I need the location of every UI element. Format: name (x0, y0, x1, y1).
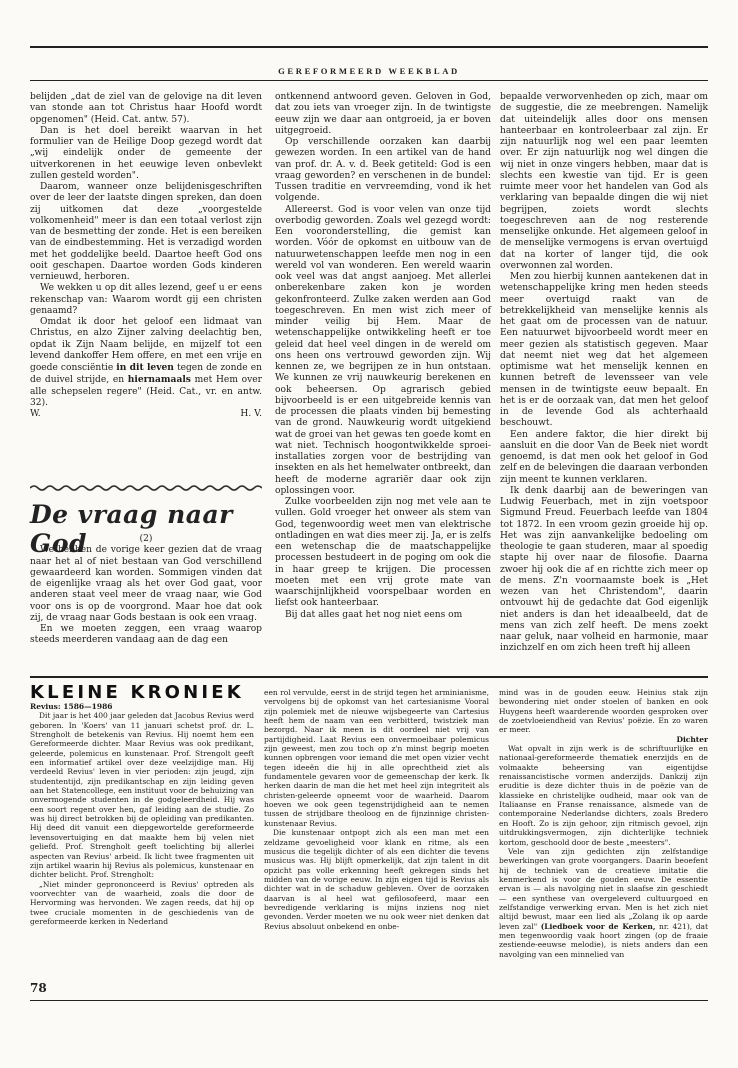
top-rule (30, 46, 708, 48)
part-number: (2) (139, 534, 153, 544)
paragraph: mind was in de gouden eeuw. Heinius stak zijn bewondering niet onder stoelen of banken en ook Huygens heeft waarderende woorden gesproken over de zoetvloeiendheid van Revius' poëzie. En zo waren er meer. (499, 688, 708, 735)
section-rule (30, 676, 708, 678)
paragraph: Ik denk daarbij aan de beweringen van Ludwig Feuerbach, met in zijn voetspoor Sigmund Freud. Feuerbach leefde van 1804 tot 1872. In een vroom gezin groeide hij op. Het was zijn aanvankelijke bedoeling om theologie te gaan studeren, maar al spoedig stapte hij over naar de filosofie. Daarna zwoer hij ook die af en richtte zich meer op de mens. Z'n voornaamste boek is „Het wezen van het Christendom", daarin ontvouwt hij de gedachte dat God eigenlijk niet anders is dan het ideaalbeeld, dat de mens van zich zelf heeft. De mens zoekt naar geluk, naar volheid en harmonie, maar inzichzelf en om zich heen treft hij alleen (500, 485, 708, 654)
paragraph: Dan is het doel bereikt waarvan in het formulier van de Heilige Doop gezegd wordt dat „wij eindelijk onder de gemeente der uitverkorenen in het eeuwige leven onbevlekt zullen gesteld worden". (30, 125, 262, 181)
bottom-rule (30, 1000, 708, 1001)
kroniek-column-3 (499, 688, 708, 959)
section-title: KLEINE KRONIEK (30, 682, 244, 703)
text-run: tegen de zonde en de duivel strijde, en (30, 363, 262, 386)
column-1-top (30, 92, 262, 420)
paragraph: ontkennend antwoord geven. Geloven in God, dat zou iets van vroeger zijn. In de twintigste eeuw zijn we daar aan ontgroeid, ja er boven uitgegroeid. (275, 92, 491, 136)
paragraph: Die kunstenaar ontpopt zich als een man met een zeldzame gevoeligheid voor klank en ritme, als een musicus die tegelijk dichter of als een dichter die tevens musicus was. Hij blijft opmerkelijk, dat zijn talent in dit opzicht pas volle erkenning heeft gekregen sinds het midden van de vorige eeuw. In zijn eigen tijd is Revius als dichter wat in de schaduw gebleven. Over de oorzaken daarvan is al heel wat gefilosofeerd, maar een bevredigende verklaring is mijns inziens nog niet gevonden. Verder moeten we nu ook weer niet denken dat Revius absoluut onbekend en onbe- (264, 828, 489, 931)
paragraph: Bij dat alles gaat het nog niet eens om (285, 609, 463, 620)
text-run: Omdat ik door het geloof een lidmaat van Christus, en alzo Zijner zalving deelachtig ben, opdat ik Zijn Naam belijde, en mijzelf tot een levend dankoffer Hem offere, en met een vrije en goede consciëntie (30, 317, 262, 373)
paragraph: Daarom, wanneer onze belijdenisgeschriften over de leer der laatste dingen spreken, dan doen zij uitkomen dat deze „voorgestelde volkomenheid" meer is dan een totaal verlost zijn van de besmetting der zonde. Het is een bereiken van de eindbestemming. Het is verzadigd worden met het goddelijke beeld. Daartoe heeft God ons ooit geschapen. Daartoe worden Gods kinderen vernieuwd, herboren. (30, 182, 262, 282)
signature-right: H. V. (240, 409, 262, 419)
paragraph: En we moeten zeggen, een vraag waarop steeds meerderen vandaag aan de dag een (30, 624, 262, 646)
column-1-bottom (30, 534, 262, 647)
paragraph: Allereerst. God is voor velen van onze tijd overbodig geworden. Zoals wel gezegd wordt: Een vooronderstelling, die gemist kan worden. Vóór de opkomst en uitbouw van de natuurwetenschappen leefde men nog in een wereld vol van wonderen. Een wereld waarin ook veel was dat angst aanjoeg. Met allerlei onberekenbare zaken kon je worden gekonfronteerd. Zulke zaken werden aan God toegeschreven. En men wist zich meer of minder veilig bij Hem. Maar de wetenschappelijke ontwikkeling heeft er toe geleid dat heel veel dingen in de wereld om ons heen ons vertrouwd geworden zijn. Wij kennen ze, we begrijpen ze in hun ontstaan. We kunnen ze vrij nauwkeurig berekenen en ook beheersen. Op agrarisch gebied bijvoorbeeld is er een uitgebreide kennis van de processen die plaats vinden bij bemesting van de grond. Nauwkeurig wordt uitgekiend wat de groei van het gewas ten goede komt en wat niet. Technisch hoogontwikkelde sproei-installaties zorgen voor de bestrijding van insekten en als het hemelwater ontbreekt, dan heeft de moderne agrariër daar ook zijn oplossingen voor. (275, 204, 491, 496)
emphasis: hiernamaals (127, 374, 191, 386)
column-2 (275, 92, 491, 621)
decorative-divider (30, 484, 262, 492)
paragraph: Een andere faktor, die hier direkt bij aansluit en die door Van de Beek niet wordt genoemd, is dat men ook het geloof in God zelf en de belevingen die daaraan verbonden zijn meent te kunnen verklaren. (500, 429, 708, 485)
signature-left: W. (30, 409, 41, 419)
kroniek-column-1 (30, 702, 254, 926)
paragraph: We hebben de vorige keer gezien dat de vraag naar het al of niet bestaan van God verschillend gewaardeerd kan worden. Sommigen vinden dat de eigenlijke vraag als het over God gaat, voor anderen staat veel meer de vraag naar, wie God voor ons is op de voorgrond. Maar hoe dat ook zij, de vraag naar Gods bestaan is ook een vraag. (30, 545, 262, 623)
header-rule (30, 80, 708, 81)
text-run: Vele van zijn gedichten zijn zelfstandige bewerkingen van grote voorgangers. Daarin beoefent hij de techniek van de creatieve imitatie die kenmerkend is voor de gouden eeuw. De essentie ervan is — als navolging niet in slaafse zin geschiedt — een synthese van overgeleverd cultuurgoed en zelfstandige verwerking ervan. Men is het zich niet altijd bewust, maar een lied als „Zolang ik op aarde leven zal" (499, 846, 708, 931)
article-heading: De vraag naar God (30, 500, 233, 558)
paragraph: bepaalde verworvenheden op zich, maar om de suggestie, die ze meebrengen. Namelijk dat uiteindelijk alles door ons mensen hanteerbaar en kontroleerbaar zal zijn. Er zijn natuurlijk nog wel een paar leemten over. Er zijn natuurlijk nog wel dingen die wij niet in onze vingers hebben, maar dat is slechts een kwestie van tijd. Er is geen ruimte meer voor het handelen van God als verklaring van bepaalde dingen die wij niet begrijpen, zoiets wordt slechts toegeschreven aan de nog resterende menselijke onkunde. Het algemeen geloof in de menselijke vermogens is ervan overtuigd dat na korter of langer tijd, die ook overwonnen zal worden. (500, 92, 708, 271)
paragraph: een rol vervulde, eerst in de strijd tegen het arminianisme, vervolgens bij de opkomst van het cartesianisme Vooral zijn polemiek met de nieuwe wijsbegeerte van Cartesius heeft hem de naam van een verbitterd, twistziek man bezorgd. Naar ik meen is dit oordeel niet vrij van partijdigheid. Laat Revius een onvermoeibaar polemicus zijn geweest, men zou toch op z'n minst begrip moeten kunnen opbrengen voor iemand die met open vizier vecht tegen ideeën die hij in alle oprechtheid ziet als fundamentele gevaren voor de gemeenschap der kerk. Ik herken daarin de man die het met heel zijn integriteit als christen-geleerde opneemt voor de waarheid. Daarom hoeven we ook geen tegenstrijdigheid aan te nemen tussen de strijdbare theoloog en de fijnzinnige christen-kunstenaar Revius. (264, 688, 489, 828)
text-run: nr. 421), dat men tegenwoordig vaak hoort zingen (op de fraaie zestiende-eeuwse melodie), is niets anders dan een navolging van een minnelied van (499, 921, 708, 959)
paragraph: belijden „dat de ziel van de gelovige na dit leven van stonde aan tot Christus haar Hoofd wordt opgenomen" (Heid. Cat. antw. 57). (30, 92, 262, 125)
page-number: 78 (30, 981, 47, 995)
paragraph: „Niet minder geprononceerd is Revius' optreden als voorvechter van de waarheid, zoals die door de Hervorming was hervonden. We zagen reeds, dat hij op twee cruciale momenten in de geschiedenis van de gereformeerde kerken in Nederland (30, 879, 254, 926)
subheading: Revius: 1586—1986 (30, 702, 113, 711)
running-header: GEREFORMEERD WEEKBLAD (278, 66, 460, 76)
subheading: Dichter (676, 734, 708, 744)
emphasis: in dit leven (116, 362, 174, 373)
paragraph: Men zou hierbij kunnen aantekenen dat in wetenschappelijke kring men heden steeds meer overtuigd raakt van de betrekkelijkheid van menselijke kennis als het gaat om de processen van de natuur. Een natuurwet bijvoorbeeld wordt meer en meer gezien als statistisch gegeven. Maar dat neemt niet weg dat het algemeen optimisme wat het menselijk kennen en kunnen betreft de levensseer van vele mensen in de twintigste eeuw bepaalt. En het is er de oorzaak van, dat men het geloof in de levende God als achterhaald beschouwt. (500, 272, 708, 429)
paragraph: Dit jaar is het 400 jaar geleden dat Jacobus Revius werd geboren. In 'Koers' van 11 januari schetst prof. dr. L. Strengholt de betekenis van Revius. Hij noemt hem een Gereformeerde dichter. Maar Revius was ook predikant, geleerde, polemicus en kunstenaar. Prof. Strengolt geeft een informatief artikel over deze veelzijdige man. Hij verdeeld Revius' leven in vier perioden: zijn jeugd, zijn studententijd, zijn predikantschap en zijn leiding geven aan het Statencollege, een instituut voor de behuizing van onvermogende studenten in de godgeleerdheid. Hij was een soort regent over hen, gaf leiding aan de studie. Zo was hij direct betrokken bij de opleiding van predikanten. Hij deed dit vanuit een diepgewortelde gereformeerde levensovertuiging en dat maakte hem bij velen niet geliefd. Prof. Strengholt geeft toelichting bij allerlei aspecten van Revius' arbeid. Ik licht twee fragmenten uit zijn artikel waarin hij Revius als polemicus, kunstenaar en dichter belicht. Prof. Strengholt: (30, 711, 254, 880)
paragraph: Op verschillende oorzaken kan daarbij gewezen worden. In een artikel van de hand van prof. dr. A. v. d. Beek getiteld: God is een vraag geworden? en verschenen in de bundel: Tussen traditie en vervreemding, vond ik het volgende. (275, 137, 491, 204)
text-run: met Hem over alle schepselen regere" (Heid. Cat., vr. en antw. 32). (30, 375, 262, 408)
emphasis: (Liedboek voor de Kerken, (540, 921, 656, 931)
signature-line (30, 409, 262, 420)
paragraph: Zulke voorbeelden zijn nog met vele aan te vullen. Gold vroeger het onweer als stem van God, tegenwoordig weet men van elektrische ontladingen en wat dies meer zij. Ja, er is zelfs een wetenschap die de maatschappelijke processen bestudeert in de poging om ook die in haar greep te krijgen. Die processen moeten met een vrij grote mate van waarschijnlijkheid voorspelbaar worden en liefst ook hanteerbaar. (275, 497, 491, 609)
column-3 (500, 92, 708, 655)
paragraph: We wekken u op dit alles lezend, geef u er eens rekenschap van: Waarom wordt gij een christen genaamd? (30, 283, 262, 316)
paragraph (30, 317, 262, 409)
paragraph (499, 847, 708, 959)
paragraph: Wat opvalt in zijn werk is de schriftuurlijke en nationaal-gereformeerde thematiek enerzijds en de volmaakte beheersing van eigentijdse renaissancistische vormen anderzijds. Dankzij zijn eruditie is deze dichter thuis in de poëzie van de klassieke en christelijke oudheid, maar ook van de Italiaanse en Franse renaissance, alsmede van de contemporaine Nederlandse dichters, zoals Bredero en Hooft. Zo is zijn gehoor, zijn ritmisch gevoel, zijn uitdrukkingsvermogen, zijn dichterlijke techniek kortom, geschoold door de beste „meesters". (499, 744, 708, 847)
kroniek-column-2 (264, 688, 489, 931)
